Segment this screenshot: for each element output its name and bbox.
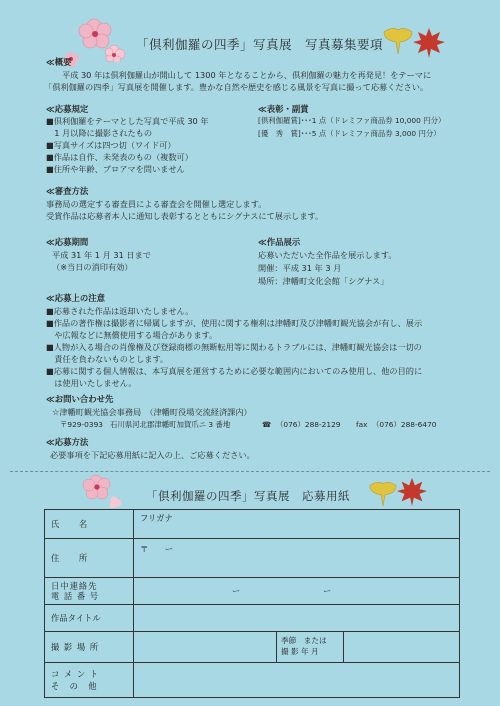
phone-dash-1: ー xyxy=(232,586,241,596)
judging-heading: ≪審査方法 xyxy=(46,186,89,196)
postal-mark: 〒 ー xyxy=(140,544,174,554)
phone-label-line-1: 日中連絡先 xyxy=(51,581,98,591)
maple-leaf-icon xyxy=(412,26,446,60)
season-label-line-1: 季節 または xyxy=(281,636,327,645)
rules-line-1: ■倶利伽羅をテーマとした写真で平成 30 年 xyxy=(46,116,209,126)
exhibit-line-2: 開催：平成 31 年 3 月 xyxy=(258,263,342,273)
period-heading: ≪応募期間 xyxy=(46,237,89,247)
form-title: 「倶利伽羅の四季」写真展 応募用紙 xyxy=(146,489,350,503)
exhibit-heading: ≪作品展示 xyxy=(258,237,301,247)
judging-line-1: 事務局の選定する審査員による審査会を開催し選定します。 xyxy=(46,199,267,209)
page-title: 「倶利伽羅の四季」写真展 写真募集要項 xyxy=(136,37,384,52)
comment-label-line-2: そ の 他 xyxy=(51,681,98,691)
name-field[interactable] xyxy=(134,510,460,539)
judging-line-2: 受賞作品は応募者本人に通知し表彰するとともにシグナスにて展示します。 xyxy=(46,211,324,221)
notes-line-5: 責任を負わないものとします。 xyxy=(46,354,169,364)
phone-icon: ☎ xyxy=(262,420,272,429)
plum-blossom-icon xyxy=(76,16,126,62)
award-line-2: [優 秀 賞]･･･5 点（ドレミファ商品券 3,000 円分） xyxy=(258,129,441,138)
work-title-label: 作品タイトル xyxy=(45,605,134,632)
method-line: 必要事項を下記応募用紙に記入の上、ご応募ください。 xyxy=(50,450,255,460)
phone-dash-2: ー xyxy=(322,586,332,596)
comment-label-line-1: コ メ ン ト xyxy=(51,669,100,679)
name-label: 氏 名 xyxy=(45,510,134,539)
rules-line-5: ■住所や年齢、プロアマを問いません xyxy=(46,164,185,174)
notes-heading: ≪応募上の注意 xyxy=(46,293,106,303)
phone-field[interactable] xyxy=(134,578,460,605)
place-input[interactable] xyxy=(134,632,276,662)
phone-label xyxy=(45,578,134,605)
application-form xyxy=(44,509,460,698)
season-input[interactable] xyxy=(344,632,459,662)
notes-line-3: や広報などに無償使用する場合があります。 xyxy=(46,330,218,340)
season-label xyxy=(276,632,344,662)
comment-field[interactable] xyxy=(134,663,460,698)
place-field[interactable] xyxy=(134,632,460,663)
contact-address: 石川県河北郡津幡町加賀爪ニ 3 番地 xyxy=(110,420,231,429)
notes-line-7: は使用いたしません。 xyxy=(46,378,137,388)
plum-blossom-bottom-icon xyxy=(82,472,122,508)
notes-line-4: ■人物が入る場合の肖像権及び登録商標の無断転用等に関わるトラブルには、津幡町観光協会は一切の xyxy=(46,342,422,352)
overview-heading: ≪概要 xyxy=(46,57,72,67)
exhibit-line-3: 場所：津幡町文化会館「シグナス」 xyxy=(258,276,389,286)
rules-line-4: ■作品は自作、未発表のもの（複数可） xyxy=(46,152,193,162)
contact-fax-label: fax xyxy=(356,420,368,429)
period-line-2: （※当日の消印有効） xyxy=(52,262,133,272)
maple-leaf-bottom-icon xyxy=(396,476,428,508)
phone-label-line-2: 電 話 番 号 xyxy=(51,591,100,601)
period-line-1: 平成 31 年 1 月 31 日まで xyxy=(52,250,151,260)
season-label-line-2: 撮 影 年 月 xyxy=(281,647,319,656)
ginkgo-leaf-icon xyxy=(382,26,414,56)
notes-line-1: ■応募された作品は返却いたしません。 xyxy=(46,306,194,316)
contact-fax: （076）288-6470 xyxy=(372,420,437,429)
rules-heading: ≪応募規定 xyxy=(46,104,89,114)
contact-org: ☆津幡町観光協会事務局 （津幡町役場交流経済課内） xyxy=(52,407,252,417)
rules-line-2: 1 月以降に撮影されたもの xyxy=(46,128,153,138)
exhibit-line-1: 応募いただいた全作品を展示します。 xyxy=(258,250,397,260)
award-line-1: [倶利伽羅賞]･･･1 点（ドレミファ商品券 10,000 円分） xyxy=(258,116,446,125)
awards-heading: ≪表彰・副賞 xyxy=(258,104,309,114)
contact-heading: ≪お問い合わせ先 xyxy=(46,394,114,404)
notes-line-6: ■応募に関する個人情報は、本写真展を運営するために必要な範囲内においてのみ使用し、他の目的に xyxy=(46,366,423,376)
comment-label xyxy=(45,663,134,698)
rules-line-3: ■写真サイズは四つ切（ワイド可） xyxy=(46,140,176,150)
place-label: 撮 影 場 所 xyxy=(45,632,134,663)
notes-line-2: ■作品の著作権は撮影者に帰属しますが、使用に関する権利は津幡町及び津幡町観光協会が有し、展示 xyxy=(46,318,423,328)
address-field[interactable] xyxy=(134,539,460,578)
contact-tel: （076）288-2129 xyxy=(276,420,341,429)
work-title-field[interactable] xyxy=(134,605,460,632)
address-label: 住 所 xyxy=(45,539,134,578)
furigana-label: フリガナ xyxy=(140,513,173,523)
overview-line-1: 平成 30 年は倶利伽羅山が開山して 1300 年となることから、倶利伽羅の魅力を再発見！をテーマに xyxy=(62,70,432,80)
method-heading: ≪応募方法 xyxy=(46,437,89,447)
ginkgo-leaf-bottom-icon xyxy=(368,480,398,508)
overview-line-2: 「倶利伽羅の四季」写真展を開催します。豊かな自然や歴史を感じる風景を写真に撮って応募ください。 xyxy=(44,82,429,92)
contact-postal: 〒929-0393 xyxy=(60,420,103,429)
